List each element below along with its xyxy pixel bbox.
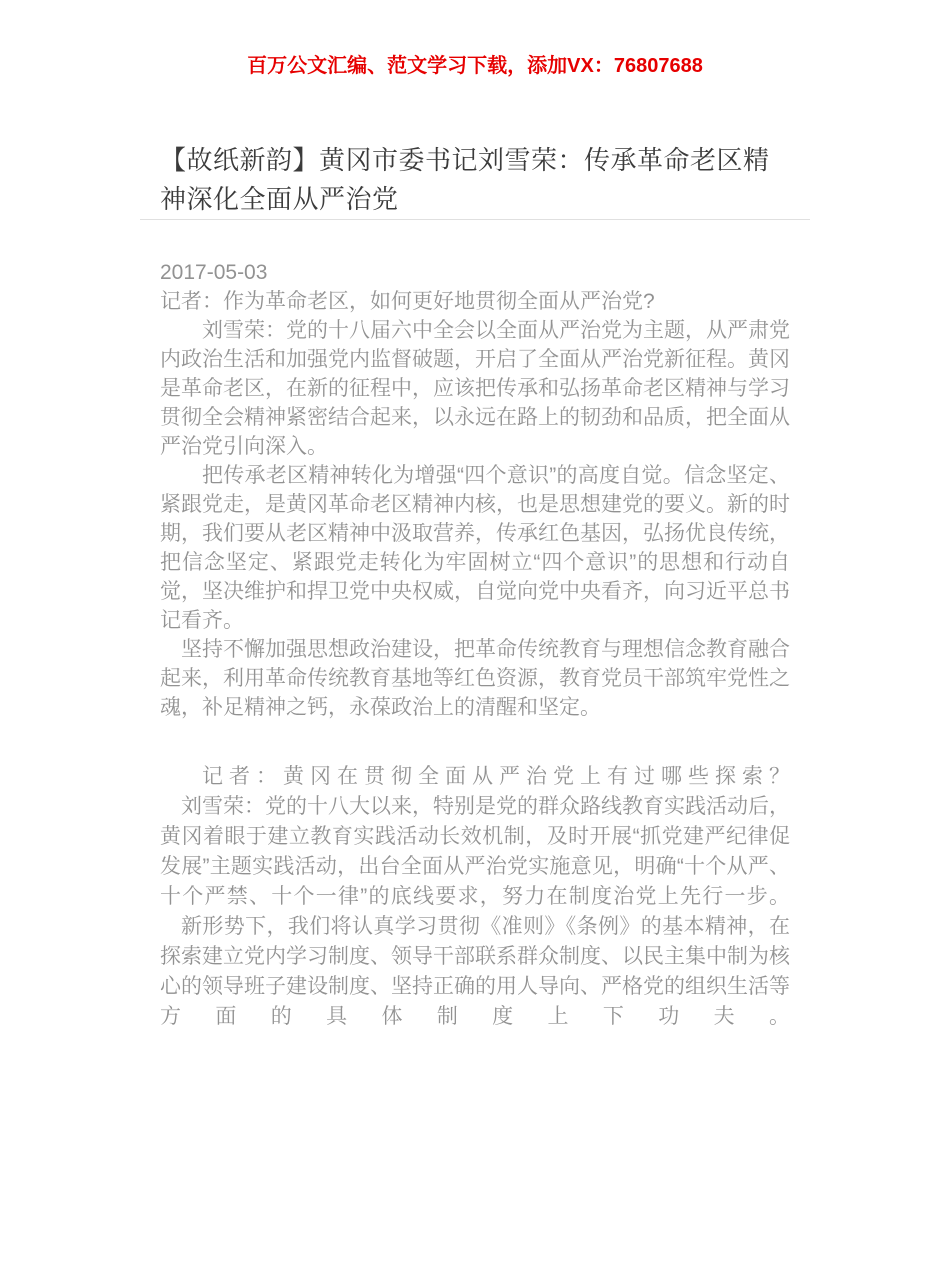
article-title: 【故纸新韵】黄冈市委书记刘雪荣：传承革命老区精神深化全面从严治党 — [160, 145, 770, 214]
title-divider — [140, 219, 810, 220]
promo-banner: 百万公文汇编、范文学习下载，添加VX：76807688 — [247, 55, 703, 77]
document-page — [0, 54, 950, 1032]
paragraph: 刘雪荣：党的十八届六中全会以全面从严治党为主题，从严肃党内政治生活和加强党内监督破题，开启了全面从严治党新征程。黄冈是革命老区，在新的征程中，应该把传承和弘扬革命老区精神与学习贯彻全会精神紧密结合起来，以永远在路上的韧劲和品质，把全面从严治党引向深入。 — [160, 319, 790, 458]
paragraph: 记者：作为革命老区，如何更好地贯彻全面从严治党? — [160, 290, 655, 313]
paragraph: 把传承老区精神转化为增强“四个意识”的高度自觉。信念坚定、紧跟党走，是黄冈革命老区精神内核，也是思想建党的要义。新的时期，我们要从老区精神中汲取营养，传承红色基因，弘扬优良传统，把信念坚定、紧跟党走转化为牢固树立“四个意识”的思想和行动自觉，坚决维护和捍卫党中央权威，自觉向党中央看齐，向习近平总书记看齐。 — [160, 464, 790, 632]
paragraph: 刘雪荣：党的十八大以来，特别是党的群众路线教育实践活动后，黄冈着眼于建立教育实践活动长效机制，及时开展“抓党建严纪律促发展”主题实践活动，出台全面从严治党实施意见，明确“十个从严、十个严禁、十个一律”的底线要求，努力在制度治党上先行一步。 — [160, 795, 790, 908]
article-date: 2017-05-03 — [160, 261, 268, 284]
article — [140, 141, 810, 1032]
paragraph: 新形势下，我们将认真学习贯彻《准则》《条例》的基本精神，在探索建立党内学习制度、领导干部联系群众制度、以民主集中制为核心的领导班子建设制度、坚持正确的用人导向、严格党的组织生活等方面的具体制度上下功夫。 — [160, 915, 790, 1028]
paragraph: 记者：黄冈在贯彻全面从严治党上有过哪些探索？ — [202, 765, 790, 788]
paragraph-list — [160, 287, 790, 1032]
article-body — [160, 258, 790, 1032]
paragraph: 坚持不懈加强思想政治建设，把革命传统教育与理想信念教育融合起来，利用革命传统教育基地等红色资源，教育党员干部筑牢党性之魂，补足精神之钙，永葆政治上的清醒和坚定。 — [160, 638, 790, 719]
